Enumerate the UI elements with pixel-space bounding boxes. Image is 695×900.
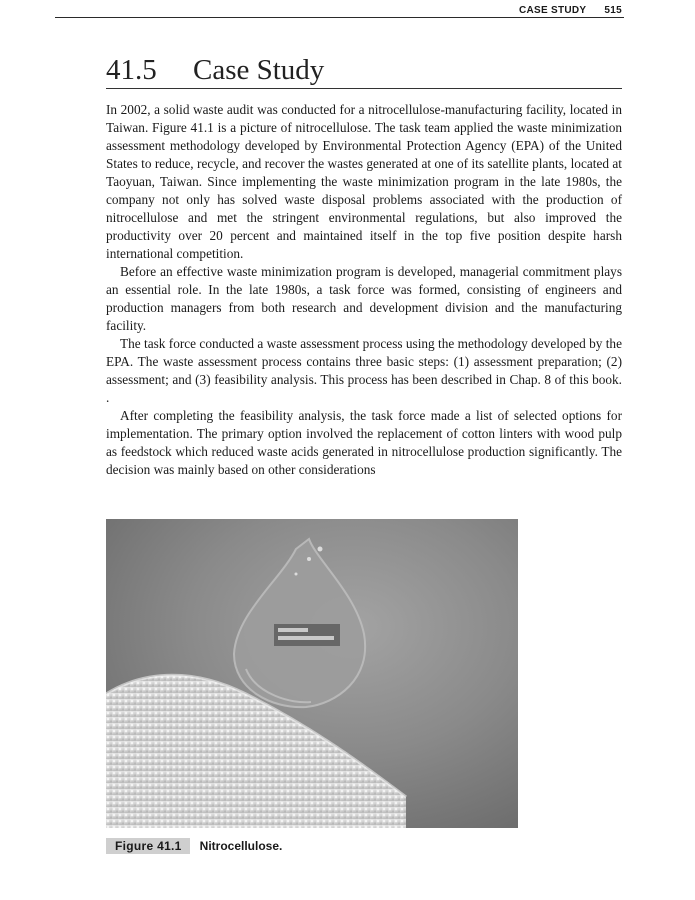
paragraph-1: In 2002, a solid waste audit was conducted for a nitrocellulose-manufacturing facility, located in Taiwan. Figure 41.1 is a picture of nitrocellulose. The task team applied the waste minimization assessment methodology developed by Environmental Protection Agency (EPA) of the United States to reduce, recycle, and recover the wastes generated at one of its satellite plants, located at Taoyuan, Taiwan. Since implementing the waste minimization program in the late 1980s, the company not only has solved waste disposal problems associated with the production of nitrocellulose and met the stringent environmental regulations, but also improved the productivity over 20 percent and maintained itself in the top five position despite harsh international competition. <box>106 102 622 261</box>
section-title: Case Study <box>193 54 325 86</box>
paragraph-2: Before an effective waste minimization program is developed, managerial commitment plays an essential role. In the late 1980s, a task force was formed, consisting of engineers and production managers from both research and development division and the manufacturing facility. <box>106 264 622 333</box>
page-number: 515 <box>604 5 622 16</box>
running-head <box>519 5 622 16</box>
photo-illustration <box>106 519 518 828</box>
paragraph-4: After completing the feasibility analysis, the task force made a list of selected options for implementation. The primary option involved the replacement of cotton linters with wood pulp as feedstock which reduced waste acids generated in nitrocellulose production significantly. The decision was mainly based on other considerations <box>106 408 622 477</box>
section-heading <box>106 52 622 89</box>
figure-label: Figure 41.1 <box>106 838 190 854</box>
body-text <box>106 101 622 479</box>
figure-caption <box>106 838 282 854</box>
nitrocellulose-photo <box>106 519 518 828</box>
figure-caption-text: Nitrocellulose. <box>199 839 283 853</box>
paragraph-3: The task force conducted a waste assessment process using the methodology developed by the EPA. The waste assessment process contains three basic steps: (1) assessment preparation; (2) assessment; and (3) feasibility analysis. This process has been described in Chap. 8 of this book. . <box>106 336 622 405</box>
running-head-section: CASE STUDY <box>518 5 587 16</box>
section-number: 41.5 <box>106 54 157 86</box>
header-rule <box>55 17 624 18</box>
